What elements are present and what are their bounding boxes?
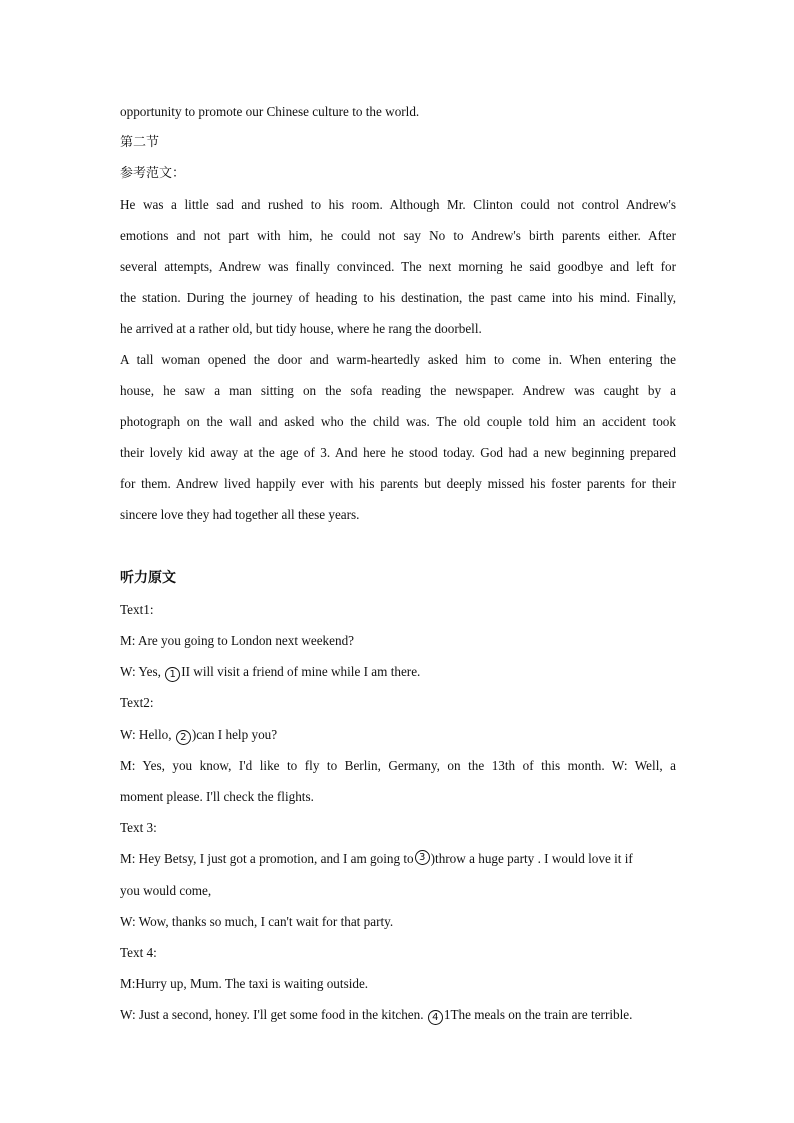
essay-line: their lovely kid away at the age of 3. And here he stood today. God had a new beginning prepared <box>120 445 676 460</box>
essay-line: emotions and not part with him, he could not say No to Andrew's birth parents either. After <box>120 228 676 243</box>
text3-label: Text 3: <box>120 820 157 835</box>
essay-line: house, he saw a man sitting on the sofa reading the newspaper. Andrew was caught by a <box>120 383 676 398</box>
intro-tail-text: opportunity to promote our Chinese culture to the world. <box>120 104 420 119</box>
text3-woman-line: W: Wow, thanks so much, I can't wait for that party. <box>120 914 394 929</box>
text4-label: Text 4: <box>120 945 157 960</box>
listening-heading: 听力原文 <box>120 570 176 586</box>
essay-line: sincere love they had together all these years. <box>120 507 360 522</box>
essay-line: photograph on the wall and asked who the child was. The old couple told him an accident took <box>120 414 676 429</box>
text1-woman-line <box>120 663 676 682</box>
text1-label: Text1: <box>120 602 154 617</box>
essay-line: He was a little sad and rushed to his room. Although Mr. Clinton could not control Andrew's <box>120 197 676 212</box>
part-label: 第二节 <box>120 135 160 150</box>
text1-woman-pre: W: Yes, <box>120 664 165 679</box>
text4-woman-pre: W: Just a second, honey. I'll get some food in the kitchen. <box>120 1007 427 1022</box>
text3-man-post: )throw a huge party . I would love it if <box>430 851 633 866</box>
circled-number-1: 1 <box>165 667 180 682</box>
text2-woman-line <box>120 726 676 745</box>
text2-man-line-2: moment please. I'll check the flights. <box>120 789 314 804</box>
essay-line: the station. During the journey of heading to his destination, the past came into his mind. Finally, <box>120 290 676 305</box>
text3-man-pre: M: Hey Betsy, I just got a promotion, and I am going to <box>120 851 414 866</box>
circled-number-4: 4 <box>428 1010 443 1025</box>
essay-line: several attempts, Andrew was finally convinced. The next morning he said goodbye and left for <box>120 259 676 274</box>
text1-man-line: M: Are you going to London next weekend? <box>120 633 355 648</box>
text2-label: Text2: <box>120 695 154 710</box>
circled-number-2: 2 <box>176 730 191 745</box>
essay-line: for them. Andrew lived happily ever with his parents but deeply missed his foster parents for their <box>120 476 676 491</box>
text3-man-line-2: you would come, <box>120 883 212 898</box>
text1-woman-post: II will visit a friend of mine while I am there. <box>181 664 421 679</box>
text4-woman-line <box>120 1006 676 1025</box>
text2-man-line-1: M: Yes, you know, I'd like to fly to Berlin, Germany, on the 13th of this month. W: Well, a <box>120 758 676 773</box>
text2-woman-pre: W: Hello, <box>120 727 175 742</box>
essay-line: he arrived at a rather old, but tidy house, where he rang the doorbell. <box>120 321 482 336</box>
essay-line: A tall woman opened the door and warm-heartedly asked him to come in. When entering the <box>120 352 676 367</box>
text4-man-line: M:Hurry up, Mum. The taxi is waiting outside. <box>120 976 369 991</box>
circled-number-3: 3 <box>415 850 430 865</box>
text2-woman-post: )can I help you? <box>191 727 278 742</box>
sample-essay-label: 参考范文： <box>120 166 186 181</box>
text4-woman-post: 1The meals on the train are terrible. <box>443 1007 633 1022</box>
text3-man-line <box>120 850 676 868</box>
